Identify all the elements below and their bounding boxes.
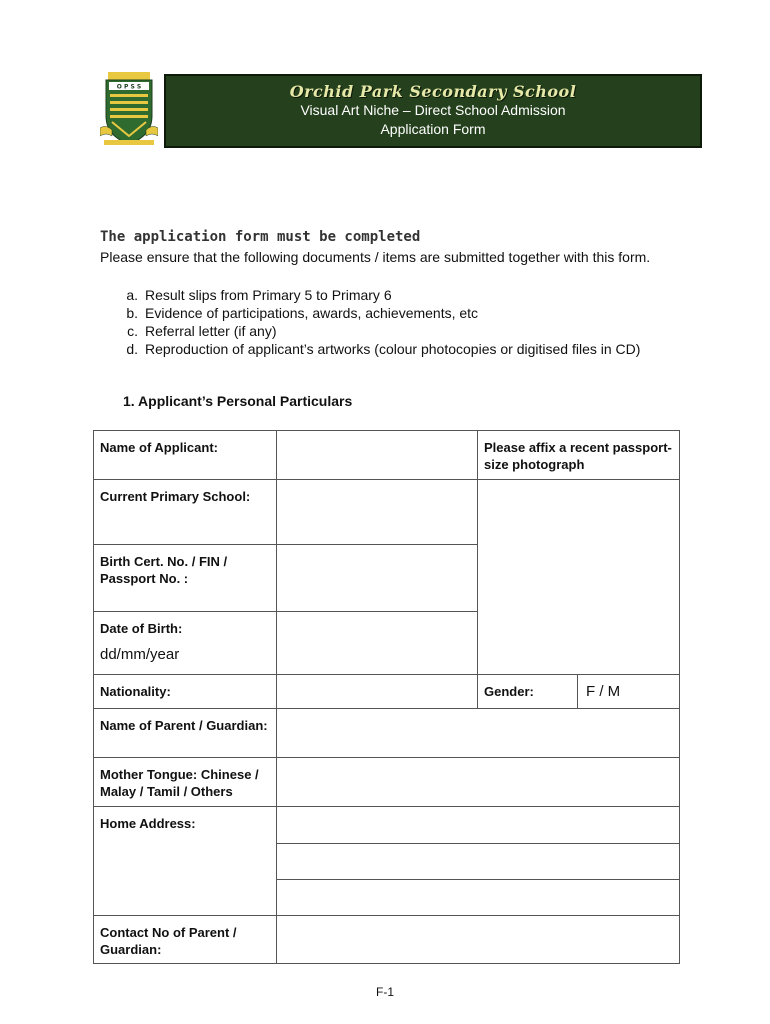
list-item — [100, 304, 660, 322]
address-line-2[interactable] — [276, 843, 680, 880]
name-label: Name of Applicant: — [93, 430, 277, 480]
mother-tongue-label: Mother Tongue: Chinese / Malay / Tamil / Others — [93, 757, 277, 807]
parent-field[interactable] — [276, 708, 680, 758]
photo-box[interactable] — [477, 479, 680, 675]
gender-field[interactable]: F / M — [577, 674, 680, 709]
personal-particulars-table — [93, 430, 680, 964]
completion-heading: The application form must be completed — [100, 229, 421, 245]
address-label: Home Address: — [93, 806, 277, 916]
list-item — [100, 286, 660, 304]
school-name: Orchid Park Secondary School — [289, 82, 577, 101]
parent-label: Name of Parent / Guardian: — [93, 708, 277, 758]
form-subtitle-line1: Visual Art Niche – Direct School Admission — [300, 102, 566, 118]
list-item-letter: d. — [126, 341, 138, 357]
list-item-text: Reproduction of applicant’s artworks (colour photocopies or digitised files in CD) — [145, 341, 641, 357]
nationality-field[interactable] — [276, 674, 478, 709]
photo-instruction: Please affix a recent passport-size photograph — [477, 430, 680, 480]
nationality-label: Nationality: — [93, 674, 277, 709]
birth-cert-label: Birth Cert. No. / FIN / Passport No. : — [93, 544, 277, 612]
list-item-text: Result slips from Primary 5 to Primary 6 — [145, 287, 392, 303]
school-field[interactable] — [276, 479, 478, 545]
list-item-text: Evidence of participations, awards, achievements, etc — [145, 305, 479, 321]
birth-cert-field[interactable] — [276, 544, 478, 612]
mother-tongue-field[interactable] — [276, 757, 680, 807]
school-crest-logo — [100, 70, 158, 148]
crest-letters: O P S S — [116, 83, 142, 91]
list-item-letter: b. — [126, 305, 138, 321]
list-item-letter: a. — [126, 287, 138, 303]
page-number: F-1 — [376, 985, 394, 999]
header-banner — [164, 74, 702, 148]
gender-label: Gender: — [477, 674, 578, 709]
address-line-3[interactable] — [276, 879, 680, 916]
form-subtitle-line2: Application Form — [380, 121, 486, 137]
dob-label-text: Date of Birth: — [100, 621, 183, 636]
contact-field[interactable] — [276, 915, 680, 964]
list-item — [100, 340, 660, 358]
dob-format-hint: dd/mm/year — [100, 646, 180, 663]
dob-field[interactable] — [276, 611, 478, 675]
list-item — [100, 322, 660, 340]
dob-label — [93, 611, 277, 675]
section-title: 1. Applicant’s Personal Particulars — [123, 393, 353, 409]
required-documents-list — [100, 286, 660, 358]
name-field[interactable] — [276, 430, 478, 480]
list-item-letter: c. — [127, 323, 138, 339]
contact-label: Contact No of Parent / Guardian: — [93, 915, 277, 964]
school-label: Current Primary School: — [93, 479, 277, 545]
address-line-1[interactable] — [276, 806, 680, 844]
instructions-text: Please ensure that the following documents / items are submitted together with this form. — [100, 249, 651, 265]
list-item-text: Referral letter (if any) — [145, 323, 277, 339]
